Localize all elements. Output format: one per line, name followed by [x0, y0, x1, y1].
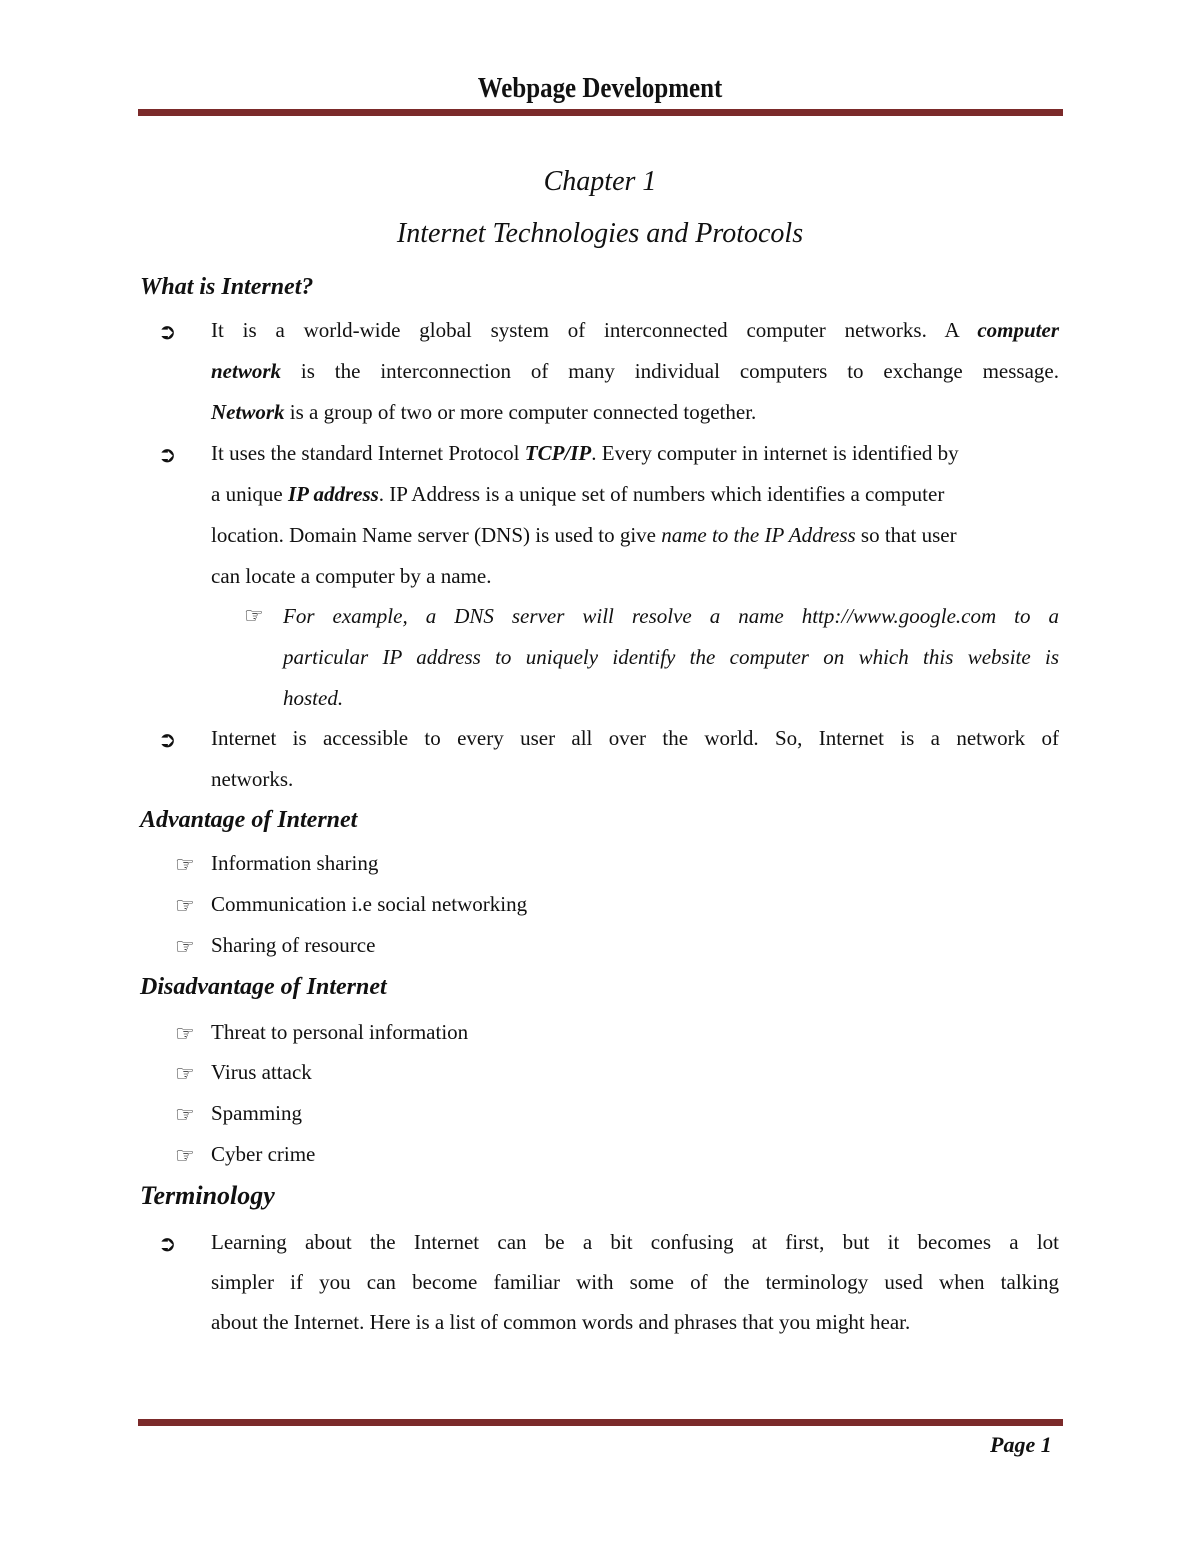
- pointing-hand-icon: ☞: [175, 1061, 195, 1086]
- pointing-hand-icon: ☞: [175, 934, 195, 959]
- text-line: For example, a DNS server will resolve a name http://www.google.com to a: [283, 604, 1059, 628]
- list-item: Spamming: [211, 1101, 303, 1125]
- header-rule: [138, 109, 1063, 116]
- text-line: location. Domain Name server (DNS) is used to give name to the IP Address so that user: [211, 523, 957, 547]
- list-item: Sharing of resource: [211, 933, 376, 957]
- pointing-hand-icon: ☞: [175, 1102, 195, 1127]
- text-line: Network is a group of two or more computer connected together.: [211, 400, 757, 424]
- pointing-hand-icon: ☞: [175, 1143, 195, 1168]
- page-number: Page 1: [990, 1432, 1052, 1457]
- list-item: Threat to personal information: [211, 1020, 469, 1044]
- arrow-bullet-icon: ➲: [158, 1231, 177, 1256]
- list-item: Communication i.e social networking: [211, 892, 528, 916]
- chapter-title: Internet Technologies and Protocols: [396, 218, 804, 249]
- list-item: Cyber crime: [211, 1142, 316, 1166]
- text-line: networks.: [211, 767, 294, 791]
- text-line: hosted.: [283, 686, 344, 710]
- footer-rule: [138, 1419, 1063, 1426]
- pointing-hand-icon: ☞: [175, 1021, 195, 1046]
- text-line: particular IP address to uniquely identify the computer on which this website is: [283, 645, 1059, 669]
- arrow-bullet-icon: ➲: [158, 727, 177, 752]
- pointing-hand-icon: ☞: [175, 852, 195, 877]
- text-line: simpler if you can become familiar with some of the terminology used when talking: [211, 1270, 1059, 1294]
- pointing-hand-icon: ☞: [244, 603, 264, 628]
- arrow-bullet-icon: ➲: [158, 319, 177, 344]
- text-line: It uses the standard Internet Protocol TCP/IP. Every computer in internet is identified by: [211, 441, 959, 465]
- arrow-bullet-icon: ➲: [158, 442, 177, 467]
- list-item: Virus attack: [211, 1060, 312, 1084]
- text-line: Learning about the Internet can be a bit confusing at first, but it becomes a lot: [211, 1230, 1059, 1254]
- heading-advantage: Advantage of Internet: [140, 807, 358, 833]
- text-line: can locate a computer by a name.: [211, 564, 492, 588]
- heading-disadvantage: Disadvantage of Internet: [140, 974, 387, 1000]
- text-line: It is a world-wide global system of interconnected computer networks. A computer: [211, 318, 1059, 342]
- heading-what-is-internet: What is Internet?: [140, 274, 314, 300]
- header-title: Webpage Development: [477, 72, 723, 104]
- text-line: about the Internet. Here is a list of common words and phrases that you might hear.: [211, 1310, 911, 1334]
- chapter-number: Chapter 1: [543, 166, 657, 197]
- list-item: Information sharing: [211, 851, 379, 875]
- text-line: Internet is accessible to every user all over the world. So, Internet is a network of: [211, 726, 1059, 750]
- pointing-hand-icon: ☞: [175, 893, 195, 918]
- text-line: network is the interconnection of many individual computers to exchange message.: [211, 359, 1059, 383]
- heading-terminology: Terminology: [140, 1181, 275, 1210]
- text-line: a unique IP address. IP Address is a unique set of numbers which identifies a computer: [211, 482, 945, 506]
